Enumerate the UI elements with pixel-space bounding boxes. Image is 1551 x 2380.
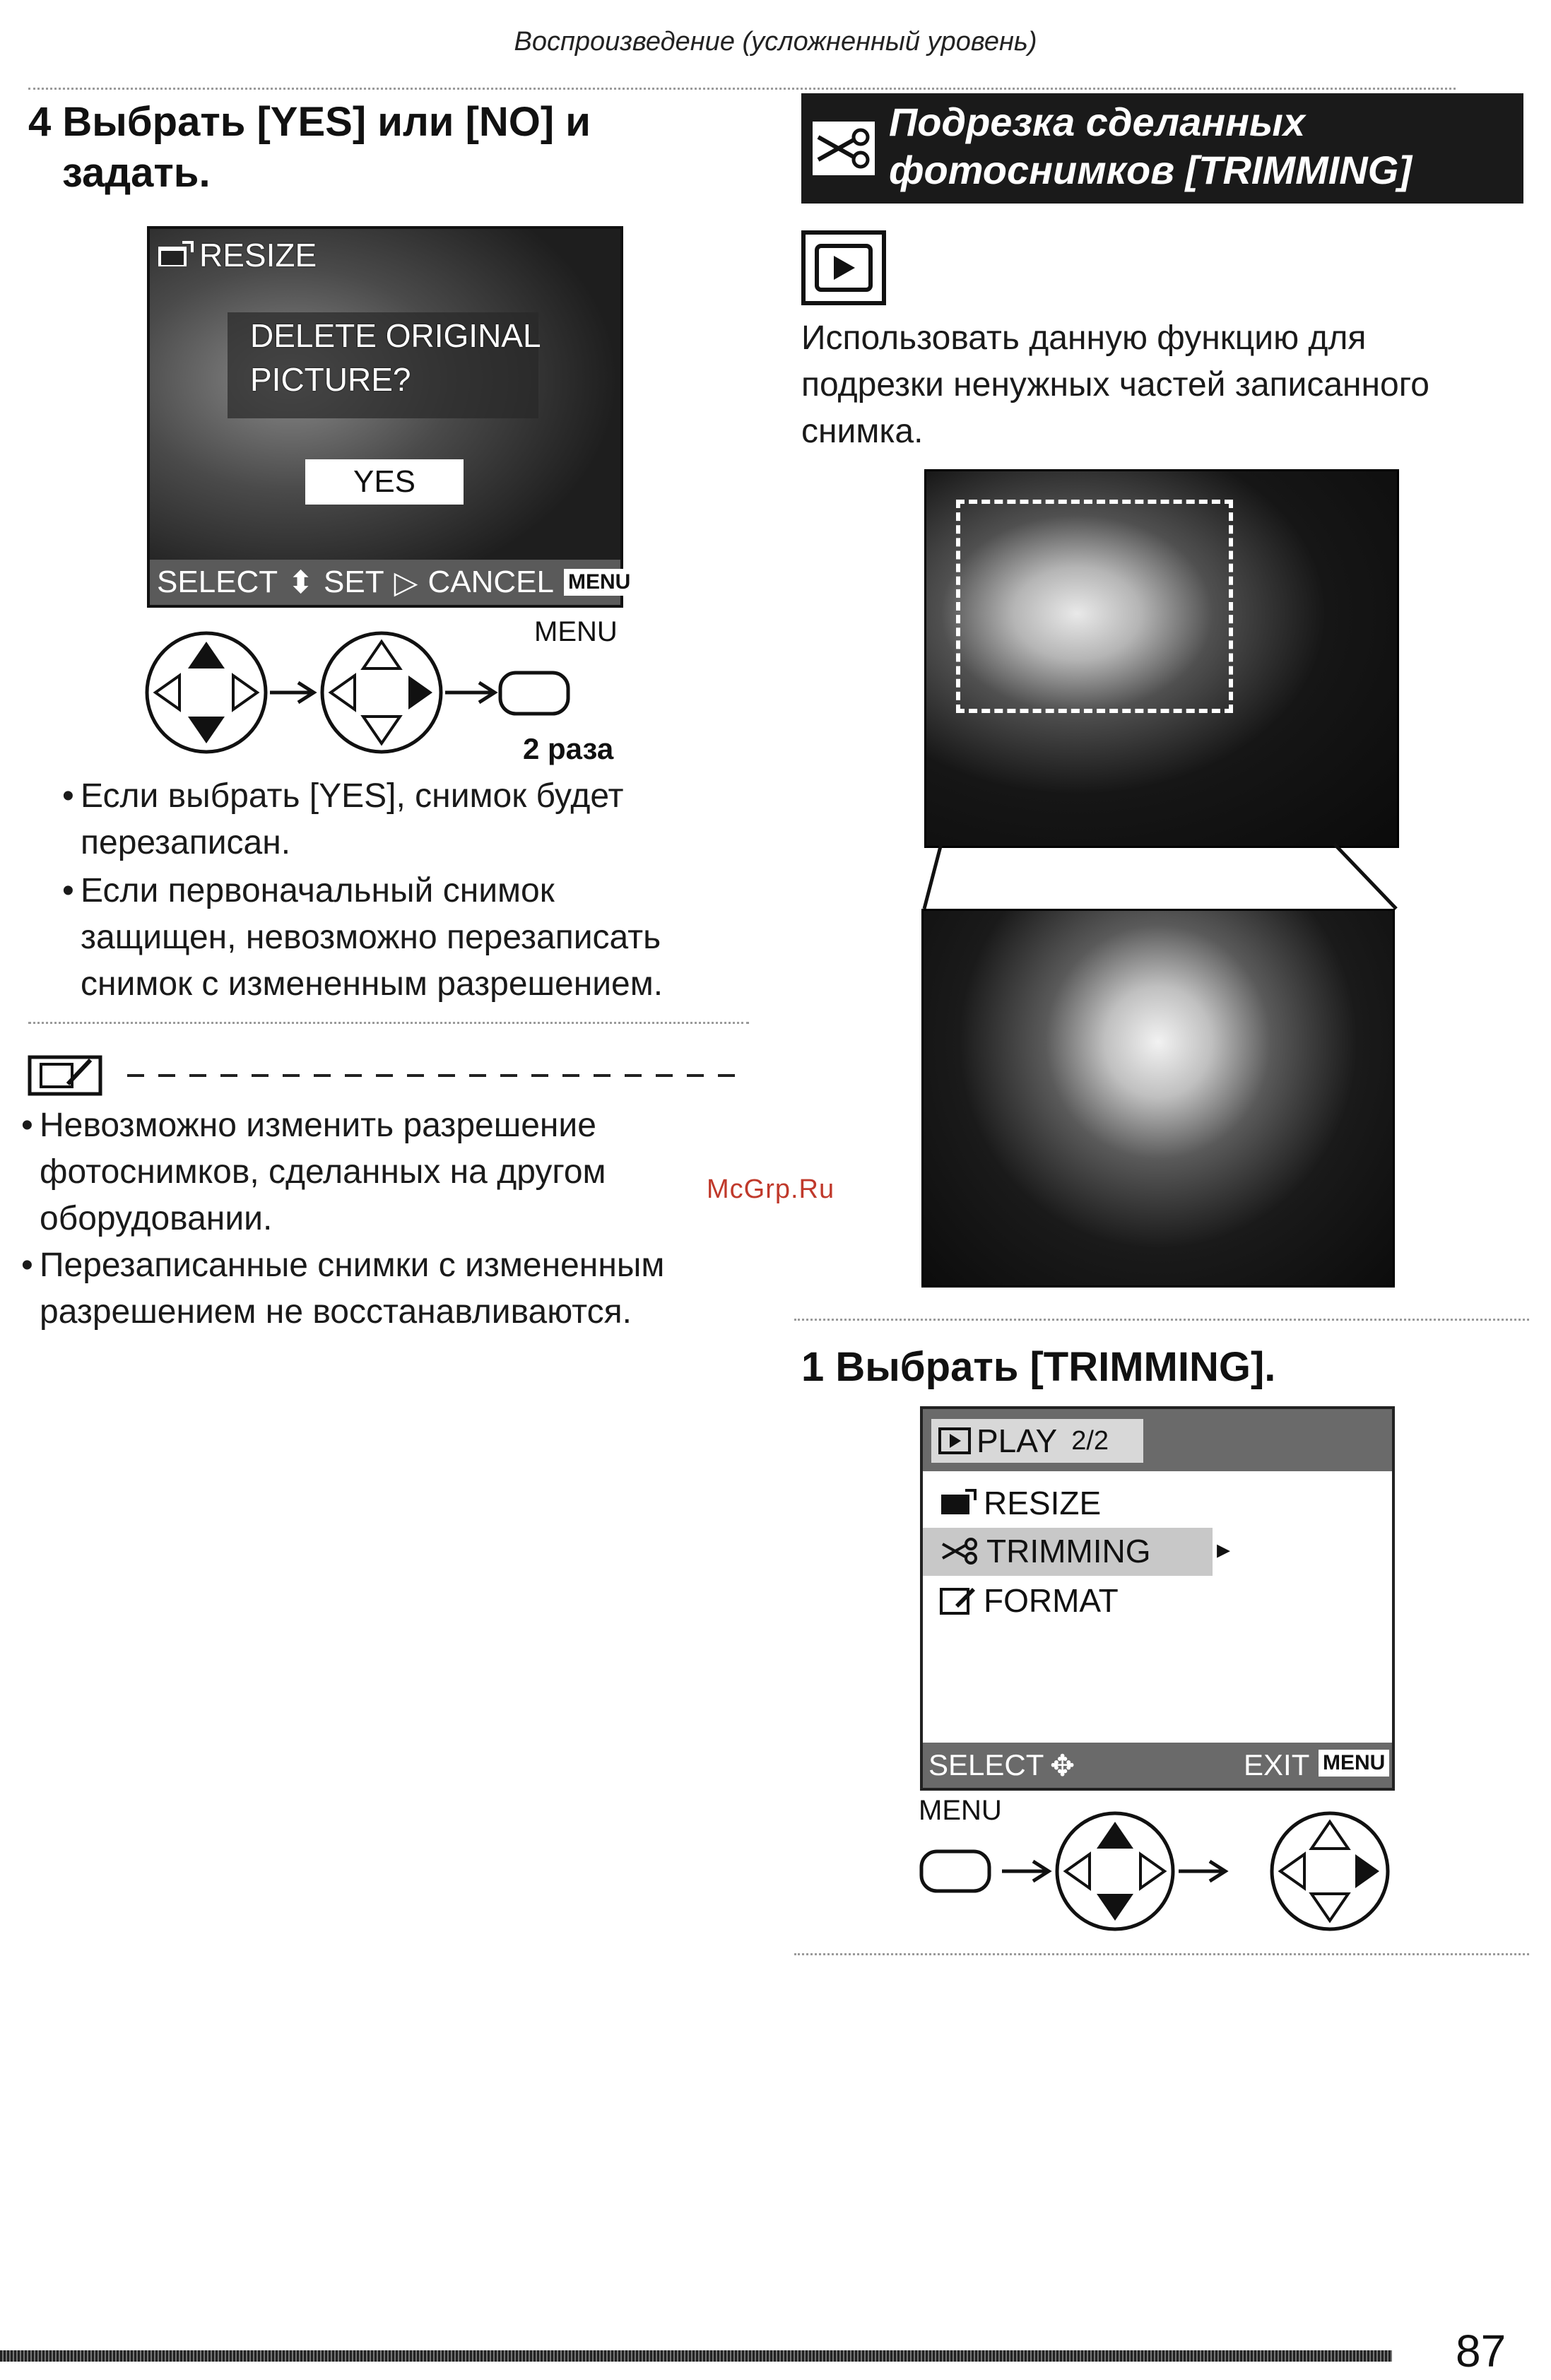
menu-item-format[interactable] (940, 1581, 1119, 1620)
bar-select-label: SELECT (157, 565, 278, 599)
menu-bottom-bar (923, 1743, 1392, 1788)
step4-title-line1: Выбрать [YES] или [NO] и (62, 99, 591, 145)
play-icon (938, 1427, 971, 1454)
playback-mode-icon (801, 230, 886, 305)
menu-item-format-label: FORMAT (984, 1582, 1119, 1619)
menu-exit-menu-label: MENU (1319, 1750, 1389, 1777)
resize-icon (157, 241, 194, 269)
play-menu-screen (920, 1406, 1395, 1791)
menu-page: 2/2 (1071, 1425, 1109, 1456)
bar-menu-label: MENU (564, 569, 635, 596)
step1-title: Выбрать [TRIMMING]. (835, 1344, 1276, 1390)
bar-set-label: SET (324, 565, 384, 599)
intro-line1: Использовать данную функцию для (801, 319, 1367, 357)
step4-title-line2: задать. (62, 150, 211, 196)
dpad-right-icon (322, 633, 441, 752)
bottom-rule (794, 1953, 1529, 1955)
yes-option[interactable]: YES (305, 459, 464, 505)
dialog-question-line1: DELETE ORIGINAL (250, 317, 541, 354)
note-2-line1: Перезаписанные снимки с измененным (40, 1247, 665, 1284)
section-title-line2: фотоснимков [TRIMMING] (889, 148, 1412, 192)
original-photo (924, 469, 1399, 848)
updown-arrow-icon: ⬍ (288, 565, 314, 600)
step4-heading (28, 98, 591, 147)
running-header: Воспроизведение (усложненный уровень) (514, 27, 1037, 57)
bullet-1-line2: перезаписан. (81, 824, 291, 861)
resize-screen-title: RESIZE (199, 237, 317, 273)
header-rule (28, 88, 1456, 90)
menu-item-trimming-label: TRIMMING (986, 1533, 1151, 1569)
menu-title: PLAY (977, 1422, 1058, 1459)
note-1: • Невозможно изменить разрешение фотоснимков, сделанных на другом оборудовании. (40, 1102, 606, 1242)
menu-item-resize[interactable] (940, 1484, 1101, 1522)
note-2: • Перезаписанные снимки с измененным разрешением не восстанавливаются. (40, 1242, 664, 1336)
intro-text (801, 315, 1429, 455)
menu-exit-label: EXIT (1244, 1748, 1310, 1781)
step1-number: 1 (801, 1344, 825, 1390)
note-2-line2: разрешением не восстанавливаются. (40, 1293, 632, 1331)
bar-cancel-label: CANCEL (427, 565, 554, 599)
bullet-2-line1: Если первоначальный снимок (81, 872, 555, 909)
menu-item-trimming[interactable] (923, 1528, 1231, 1576)
dpad-updown-icon (1057, 1813, 1173, 1929)
note-1-line1: Невозможно изменить разрешение (40, 1107, 596, 1144)
trimming-frame (956, 500, 1233, 713)
bullet-2-line3: снимок с измененным разрешением. (81, 965, 664, 1003)
submenu-arrow-icon: ▸ (1217, 1535, 1231, 1565)
arrow-icon (445, 683, 495, 702)
menu-button-icon (921, 1851, 989, 1891)
dpad-right-icon (1272, 1813, 1388, 1929)
step-rule (794, 1319, 1529, 1321)
page-number: 87 (1456, 2326, 1506, 2376)
bullet-2: • Если первоначальный снимок защищен, невозможно перезаписать снимок с измененным разрешением. (81, 868, 663, 1008)
menu-title-bar (923, 1409, 1392, 1471)
trimmed-photo (921, 909, 1395, 1288)
arrow-icon (270, 683, 314, 702)
menu-select-label: SELECT (928, 1748, 1044, 1781)
note-1-line2: фотоснимков, сделанных на другом (40, 1153, 606, 1191)
times-label: 2 раза (523, 732, 614, 765)
fourway-arrow-icon: ✥ (1050, 1749, 1075, 1782)
resize-screen (147, 226, 631, 608)
footer-bar (0, 2350, 1392, 2362)
step4-number: 4 (28, 99, 52, 145)
bullet-1-line1: Если выбрать [YES], снимок будет (81, 777, 624, 815)
section-banner (801, 93, 1523, 204)
controls-diagram-right (916, 1805, 1403, 1939)
menu-label-right: MENU (919, 1795, 1002, 1826)
scissors-icon (940, 1537, 979, 1565)
dpad-updown-icon (147, 633, 266, 752)
dialog-question-line2: PICTURE? (250, 361, 411, 398)
arrow-icon (1179, 1861, 1225, 1881)
menu-item-resize-label: RESIZE (984, 1485, 1102, 1521)
section-rule (28, 1022, 749, 1024)
intro-line2: подрезки ненужных частей записанного (801, 366, 1429, 403)
resize-icon (940, 1489, 977, 1517)
note-icon (30, 1057, 100, 1094)
note-marker (28, 1053, 749, 1098)
menu-button-icon (500, 673, 568, 714)
arrow-icon (1002, 1861, 1049, 1881)
format-icon (940, 1585, 977, 1616)
scissors-icon (813, 122, 875, 175)
intro-line3: снимка. (801, 413, 924, 450)
menu-label: MENU (534, 616, 618, 647)
watermark-text: McGrp.Ru (707, 1174, 835, 1204)
step1-heading (801, 1343, 1275, 1392)
bullet-2-line2: защищен, невозможно перезаписать (81, 919, 661, 956)
zoom-lines (921, 844, 1399, 910)
resize-screen-title-row (157, 236, 317, 274)
section-title-line1: Подрезка сделанных (889, 100, 1305, 144)
right-arrow-icon: ▷ (394, 565, 418, 600)
bullet-1: • Если выбрать [YES], снимок будет перезаписан. (81, 773, 623, 866)
resize-screen-bar (150, 560, 631, 605)
note-1-line3: оборудовании. (40, 1200, 273, 1237)
play-tab (931, 1419, 1143, 1463)
